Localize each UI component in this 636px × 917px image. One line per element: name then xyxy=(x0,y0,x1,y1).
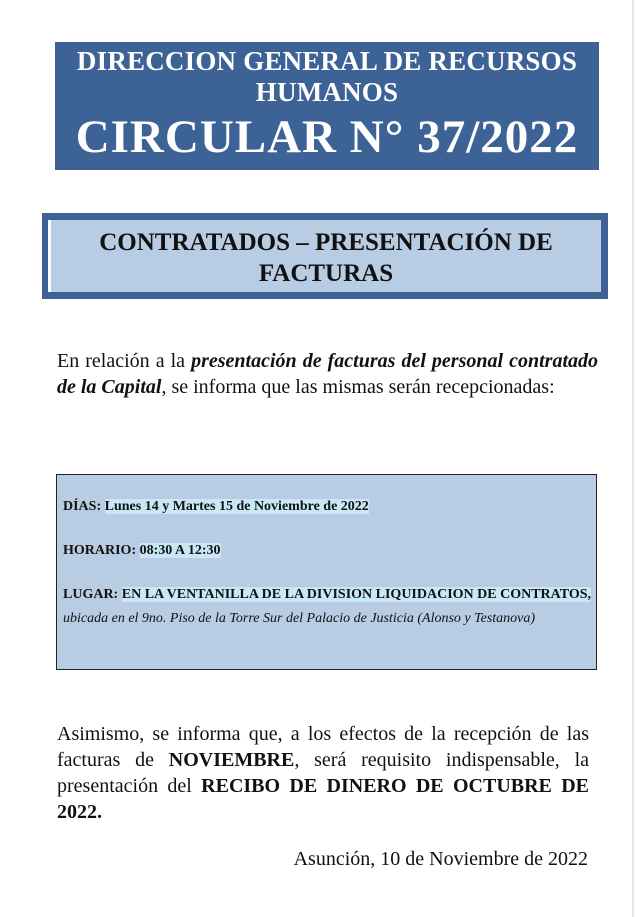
closing-part2: , será requisito indispensable, la presentación del xyxy=(57,749,589,797)
header-title-line1: DIRECCION GENERAL DE RECURSOS xyxy=(76,46,578,76)
intro-text-after: , se informa que las mismas serán recepcionadas: xyxy=(161,376,555,398)
place-value: EN LA VENTANILLA DE LA DIVISION LIQUIDACION DE CONTRATOS, xyxy=(121,587,592,602)
closing-part1: Asimismo, se informa que, a los efectos de la recepción de las facturas de xyxy=(57,723,589,771)
subject-inner xyxy=(48,220,601,292)
header-banner xyxy=(55,42,599,170)
days-row xyxy=(63,495,591,519)
subject-banner xyxy=(42,213,608,299)
page-edge-rule xyxy=(632,0,634,917)
time-row xyxy=(63,539,591,563)
subject-line2: FACTURAS xyxy=(258,260,394,287)
time-value: 08:30 A 12:30 xyxy=(139,543,221,558)
header-title-line2: HUMANOS xyxy=(255,77,399,107)
subject-line1: CONTRATADOS – PRESENTACIÓN DE xyxy=(99,229,553,256)
circular-number: CIRCULAR N° 37/2022 xyxy=(75,111,579,163)
date-line: Asunción, 10 de Noviembre de 2022 xyxy=(293,848,588,870)
days-value: Lunes 14 y Martes 15 de Noviembre de 2022 xyxy=(104,499,369,514)
details-box xyxy=(56,474,597,670)
intro-paragraph xyxy=(57,348,598,400)
place-row xyxy=(63,583,591,631)
closing-paragraph xyxy=(57,721,589,825)
intro-text-before: En relación a la xyxy=(57,350,192,372)
closing-month: NOVIEMBRE xyxy=(168,749,295,771)
time-label: HORARIO: xyxy=(63,543,137,558)
place-label: LUGAR: xyxy=(63,587,119,602)
place-note: ubicada en el 9no. Piso de la Torre Sur del Palacio de Justicia (Alonso y Testanova) xyxy=(63,611,536,626)
intro-emphasis: presentación de facturas del personal contratado de la Capital xyxy=(57,350,598,398)
days-label: DÍAS: xyxy=(63,499,102,514)
closing-receipt: RECIBO DE DINERO DE OCTUBRE DE 2022. xyxy=(57,775,590,823)
